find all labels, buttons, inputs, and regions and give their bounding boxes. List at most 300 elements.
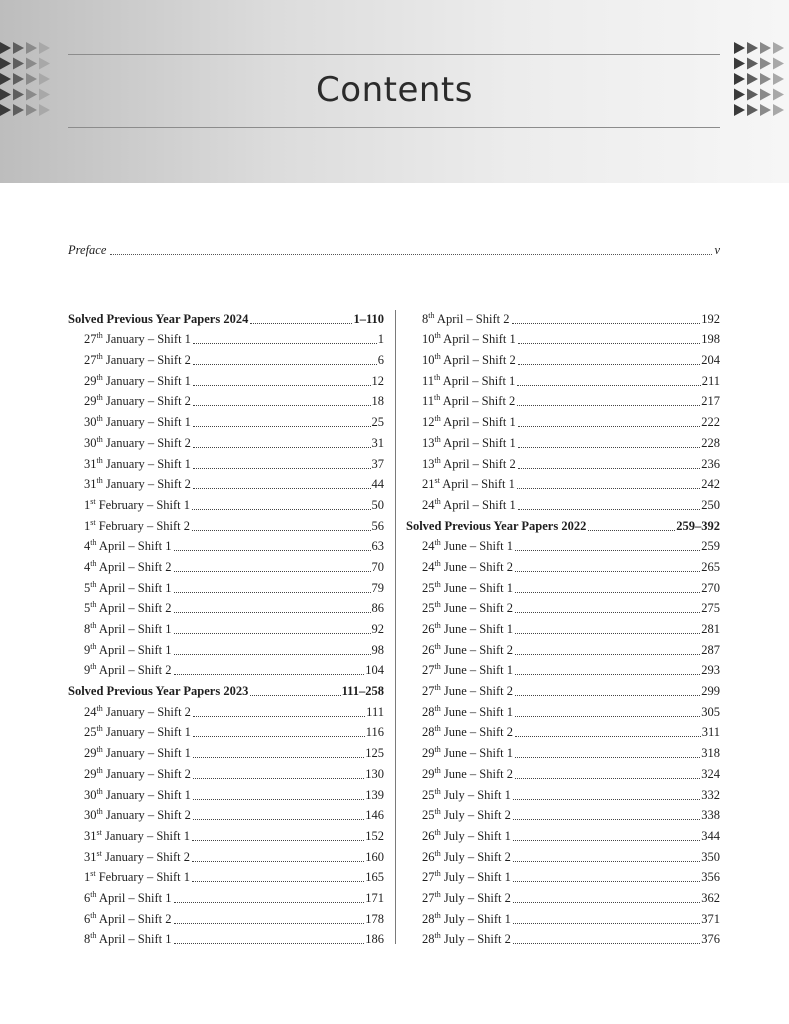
toc-entry-title: January – Shift 2: [102, 808, 191, 823]
dot-leader: [174, 571, 371, 572]
dot-leader: [192, 509, 370, 510]
toc-page-number: 287: [701, 642, 720, 657]
toc-entry-day-suffix: th: [96, 786, 103, 796]
toc-entry-title: July – Shift 1: [440, 870, 511, 885]
toc-entry-title: April – Shift 1: [96, 622, 172, 636]
toc-page-number: 104: [365, 663, 384, 678]
toc-entry[interactable]: [68, 720, 384, 741]
toc-page-number: 111: [366, 704, 384, 719]
toc-entry-label: [422, 353, 516, 368]
toc-entry-label: [422, 394, 515, 409]
toc-entry[interactable]: [68, 575, 384, 596]
toc-entry-label: [84, 746, 191, 761]
dot-leader: [193, 736, 365, 737]
toc-page-number: 152: [365, 828, 384, 843]
toc-entry-day-suffix: th: [434, 807, 441, 817]
toc-entry[interactable]: [406, 803, 720, 824]
dot-leader: [513, 861, 700, 862]
toc-entry-day-suffix: th: [90, 931, 97, 941]
toc-entry-day: 10: [422, 353, 435, 368]
dot-leader: [515, 550, 700, 551]
toc-entry-title: June – Shift 1: [440, 746, 513, 761]
toc-entry-day: 31: [84, 456, 97, 471]
toc-entry-day-suffix: th: [434, 724, 441, 734]
dot-leader: [513, 799, 700, 800]
toc-entry-label: [84, 498, 190, 513]
toc-entry-day-suffix: th: [434, 579, 441, 589]
dot-leader: [193, 757, 364, 758]
toc-entry-label: [84, 912, 172, 927]
toc-entry-day: 26: [422, 642, 435, 657]
toc-left-column: [68, 306, 384, 947]
toc-entry[interactable]: [68, 389, 384, 410]
toc-entry-day: 27: [422, 684, 435, 699]
toc-entry-day: 8: [84, 932, 91, 947]
dot-leader: [174, 923, 365, 924]
toc-entry[interactable]: [68, 927, 384, 948]
toc-entry-day: 27: [84, 353, 97, 368]
toc-entry-title: June – Shift 1: [440, 704, 513, 719]
toc-entry-title: April – Shift 1: [96, 580, 172, 595]
toc-page-number: 25: [371, 415, 384, 430]
toc-entry-title: April – Shift 1: [96, 539, 172, 554]
toc-entry-day: 6: [84, 890, 91, 905]
dot-leader: [518, 447, 701, 448]
toc-entry-label: [84, 932, 172, 947]
toc-entry-title: April – Shift 2: [440, 353, 516, 368]
toc-entry-day-suffix: th: [90, 621, 97, 630]
triangle-icon: [760, 42, 771, 54]
preface-entry[interactable]: [68, 242, 720, 258]
toc-entry-day-suffix: th: [434, 414, 441, 424]
toc-page-number: 275: [701, 601, 720, 616]
toc-entry-label: [84, 415, 191, 430]
dot-leader: [515, 695, 700, 696]
toc-entry-title: January – Shift 1: [102, 746, 191, 761]
toc-entry[interactable]: [406, 492, 720, 513]
toc-entry[interactable]: [406, 409, 720, 430]
triangle-icon: [773, 42, 784, 54]
toc-entry-day-suffix: th: [434, 910, 441, 920]
toc-entry-day: 25: [422, 787, 435, 802]
toc-entry[interactable]: [406, 906, 720, 927]
toc-entry-label: [422, 539, 513, 554]
toc-entry[interactable]: [406, 658, 720, 679]
toc-entry-label: [84, 622, 172, 637]
toc-entry[interactable]: [68, 347, 384, 368]
dot-leader: [174, 943, 365, 944]
header-rule-top: [68, 54, 720, 55]
toc-entry-day-suffix: th: [434, 641, 441, 651]
toc-entry-title: April – Shift 1: [440, 332, 516, 347]
toc-page-number: 50: [371, 497, 384, 512]
toc-entry[interactable]: [406, 616, 720, 637]
toc-entry-label: [422, 560, 513, 575]
toc-entry-title: January – Shift 2: [101, 849, 191, 864]
dot-leader: [513, 923, 700, 924]
dot-leader: [193, 385, 371, 386]
toc-entry-label: [84, 829, 190, 844]
toc-entry[interactable]: [68, 782, 384, 803]
toc-entry-day-suffix: th: [96, 724, 103, 734]
toc-entry-day-suffix: th: [434, 600, 441, 610]
toc-entry[interactable]: [68, 616, 384, 637]
toc-entry[interactable]: [68, 513, 384, 534]
toc-entry[interactable]: [68, 823, 384, 844]
toc-entry[interactable]: [406, 885, 720, 906]
toc-entry-day-suffix: st: [96, 827, 102, 837]
toc-entry-day: 28: [422, 932, 435, 947]
toc-page-number: 236: [701, 456, 720, 471]
toc-entry-label: [84, 850, 190, 865]
toc-entry-day: 12: [422, 415, 435, 430]
toc-entry-day-suffix: th: [96, 807, 103, 817]
toc-entry-label: [422, 912, 511, 927]
toc-page-number: 186: [365, 932, 384, 947]
toc-entry-title: January – Shift 2: [102, 704, 191, 719]
toc-entry-title: June – Shift 2: [440, 601, 513, 616]
toc-entry-day-suffix: th: [434, 393, 441, 403]
toc-entry[interactable]: [406, 678, 720, 699]
dot-leader: [193, 799, 364, 800]
toc-entry-title: April – Shift 1: [439, 477, 515, 492]
toc-entry[interactable]: [406, 306, 720, 327]
toc-entry[interactable]: [68, 658, 384, 679]
toc-entry-day: 30: [84, 435, 97, 450]
toc-entry-day: 8: [422, 311, 429, 326]
toc-entry[interactable]: [406, 596, 720, 617]
toc-entry-day: 9: [84, 642, 91, 657]
toc-entry-label: Solved Previous Year Papers 2024: [68, 311, 249, 326]
toc-entry[interactable]: [68, 699, 384, 720]
dot-leader: [513, 819, 700, 820]
toc-entry[interactable]: [406, 740, 720, 761]
toc-entry[interactable]: [406, 451, 720, 472]
toc-entry-title: February – Shift 2: [95, 518, 191, 533]
preface-label: Preface: [68, 243, 107, 257]
dot-leader: [513, 943, 700, 944]
toc-page-number: 12: [371, 373, 384, 388]
toc-entry[interactable]: [406, 554, 720, 575]
toc-entry-day: 30: [84, 808, 97, 823]
toc-entry-day: 27: [84, 332, 97, 347]
toc-page-number: 6: [377, 353, 384, 368]
toc-entry-title: June – Shift 2: [440, 725, 513, 740]
toc-entry-title: January – Shift 1: [102, 415, 191, 430]
toc-entry-label: [422, 601, 513, 616]
dot-leader: [515, 757, 700, 758]
toc-entry-day: 24: [422, 497, 435, 512]
toc-entry-day-suffix: th: [434, 455, 441, 465]
toc-page-number: 259–392: [676, 518, 720, 533]
toc-entry-day-suffix: th: [434, 496, 441, 506]
triangle-icon: [760, 58, 771, 70]
dot-leader: [174, 674, 365, 675]
toc-entry[interactable]: [68, 885, 384, 906]
toc-entry-day: 29: [84, 373, 97, 388]
toc-entry-label: Solved Previous Year Papers 2023: [68, 684, 249, 699]
page-title: Contents: [316, 70, 473, 110]
preface-page: v: [714, 243, 720, 257]
toc-entry[interactable]: [68, 803, 384, 824]
toc-entry-day-suffix: st: [90, 496, 96, 506]
toc-entry[interactable]: [406, 389, 720, 410]
toc-entry[interactable]: [68, 554, 384, 575]
toc-entry-title: April – Shift 1: [440, 373, 516, 388]
toc-entry-title: June – Shift 1: [440, 580, 513, 595]
toc-entry-day: 29: [422, 746, 435, 761]
toc-page-number: 356: [701, 870, 720, 885]
toc-entry-day-suffix: th: [96, 352, 103, 362]
toc-entry-label: [422, 581, 513, 596]
dot-leader: [193, 405, 371, 406]
toc-page-number: 250: [701, 497, 720, 512]
toc-entry[interactable]: [406, 823, 720, 844]
toc-entry-label: [84, 891, 172, 906]
toc-entry-day-suffix: th: [434, 869, 441, 879]
toc-entry[interactable]: [406, 844, 720, 865]
dot-leader: [515, 654, 700, 655]
toc-entry-label: [422, 332, 516, 347]
dot-leader: [518, 468, 701, 469]
toc-entry-day-suffix: th: [434, 558, 441, 568]
toc-entry-day-suffix: th: [434, 786, 441, 796]
toc-entry-day: 1: [84, 870, 91, 885]
header-banner: [0, 0, 789, 183]
dot-leader: [515, 571, 700, 572]
toc-page-number: 318: [701, 746, 720, 761]
toc-entry[interactable]: [68, 327, 384, 348]
toc-section-heading[interactable]: [68, 306, 384, 327]
dot-leader: [513, 881, 700, 882]
toc-entry-day: 25: [422, 601, 435, 616]
toc-entry-title: January – Shift 2: [102, 766, 191, 781]
toc-entry-label: [422, 663, 513, 678]
toc-entry[interactable]: [406, 761, 720, 782]
toc-entry-label: [422, 746, 513, 761]
toc-entry-title: July – Shift 2: [440, 808, 511, 823]
toc-page-number: 160: [365, 849, 384, 864]
toc-entry-title: April – Shift 2: [96, 663, 172, 678]
toc-entry-label: [84, 332, 191, 347]
toc-entry[interactable]: [406, 347, 720, 368]
toc-entry-title: June – Shift 2: [440, 559, 513, 574]
toc-page-number: 18: [371, 394, 384, 409]
toc-entry-title: April – Shift 2: [96, 559, 172, 574]
toc-page-number: 311: [701, 725, 720, 740]
toc-entry-day: 5: [84, 601, 91, 616]
toc-entry-title: January – Shift 1: [102, 332, 191, 347]
toc-entry[interactable]: [68, 472, 384, 493]
toc-entry-label: [84, 581, 172, 596]
toc-entry[interactable]: [68, 740, 384, 761]
toc-entry[interactable]: [68, 430, 384, 451]
dot-leader: [512, 323, 701, 324]
toc-section-heading[interactable]: [68, 678, 384, 699]
toc-page-number: 217: [701, 394, 720, 409]
dot-leader: [515, 674, 700, 675]
toc-entry-day-suffix: st: [90, 869, 96, 879]
toc-entry-label: [422, 870, 511, 885]
toc-entry-day-suffix: th: [96, 331, 103, 341]
toc-entry-label: [84, 643, 172, 658]
toc-entry[interactable]: [68, 368, 384, 389]
dot-leader: [174, 654, 371, 655]
toc-entry[interactable]: [406, 430, 720, 451]
toc-page-number: 265: [701, 559, 720, 574]
toc-entry-title: January – Shift 1: [101, 828, 191, 843]
toc-entry-day: 24: [84, 704, 97, 719]
dot-leader: [193, 716, 365, 717]
toc-entry-label: [84, 457, 191, 472]
toc-entry-day-suffix: th: [434, 703, 441, 713]
dot-leader: [517, 385, 700, 386]
toc-entry-label: [422, 932, 511, 947]
toc-entry-title: April – Shift 2: [96, 601, 172, 616]
toc-entry-label: [84, 788, 191, 803]
toc-entry-day: 29: [84, 746, 97, 761]
toc-entry-title: April – Shift 2: [434, 311, 510, 326]
toc-entry[interactable]: [406, 699, 720, 720]
toc-entry-title: April – Shift 1: [96, 890, 172, 905]
toc-entry-title: April – Shift 1: [440, 435, 516, 450]
toc-page-number: 92: [371, 622, 384, 636]
toc-entry[interactable]: [68, 637, 384, 658]
toc-entry-label: [84, 394, 191, 409]
toc-entry-day: 27: [422, 663, 435, 678]
dot-leader: [174, 902, 365, 903]
toc-entry-title: April – Shift 1: [96, 642, 172, 657]
toc-page-number: 259: [701, 539, 720, 554]
dot-leader: [518, 343, 701, 344]
toc-section-heading[interactable]: [406, 513, 720, 534]
toc-entry-day: 11: [422, 394, 435, 409]
toc-page-number: 1: [377, 332, 384, 347]
toc-entry[interactable]: [406, 327, 720, 348]
toc-entry-day: 29: [84, 766, 97, 781]
toc-entry-day-suffix: th: [434, 331, 441, 341]
toc-entry-title: January – Shift 1: [102, 456, 191, 471]
toc-entry[interactable]: [68, 906, 384, 927]
toc-entry[interactable]: [406, 575, 720, 596]
toc-entry-label: [422, 498, 516, 513]
dot-leader: [517, 405, 700, 406]
toc-entry-day: 26: [422, 828, 435, 843]
toc-entry-day: 31: [84, 828, 97, 843]
toc-entry-title: January – Shift 2: [102, 353, 191, 368]
toc-entry-title: February – Shift 1: [95, 497, 191, 512]
toc-entry-label: [422, 788, 511, 803]
toc-entry[interactable]: [68, 865, 384, 886]
toc-entry[interactable]: [406, 720, 720, 741]
dot-leader: [193, 488, 371, 489]
dot-leader: [517, 488, 700, 489]
dot-leader: [518, 509, 701, 510]
toc-entry-label: [422, 622, 513, 637]
triangle-icon: [773, 58, 784, 70]
toc-entry-title: January – Shift 1: [102, 373, 191, 388]
toc-entry[interactable]: [406, 782, 720, 803]
toc-entry[interactable]: [68, 534, 384, 555]
toc-entry-label: [422, 891, 511, 906]
toc-entry[interactable]: [68, 761, 384, 782]
toc-entry-label: [84, 870, 190, 885]
toc-entry-day-suffix: th: [434, 683, 441, 693]
toc-entry-day: 31: [84, 849, 97, 864]
dot-leader: [515, 716, 700, 717]
toc-page-number: 192: [701, 311, 720, 326]
toc-page-number: 86: [371, 601, 384, 616]
toc-entry[interactable]: [406, 865, 720, 886]
toc-entry-label: [84, 519, 190, 534]
toc-entry[interactable]: [68, 492, 384, 513]
toc-entry[interactable]: [68, 451, 384, 472]
toc-entry-label: [422, 767, 513, 782]
column-divider: [395, 310, 396, 944]
toc-page-number: 165: [365, 870, 384, 885]
dot-leader: [518, 364, 701, 365]
dot-leader: [515, 612, 700, 613]
dot-leader: [513, 840, 700, 841]
toc-entry[interactable]: [68, 596, 384, 617]
dot-leader: [193, 819, 364, 820]
toc-entry[interactable]: [68, 844, 384, 865]
toc-page-number: 44: [371, 477, 384, 492]
toc-page-number: 332: [701, 787, 720, 802]
toc-entry-label: [422, 829, 511, 844]
toc-entry-day-suffix: th: [428, 310, 435, 320]
toc-entry-day-suffix: th: [434, 352, 441, 362]
toc-page-number: 37: [371, 456, 384, 471]
toc-entry[interactable]: [406, 368, 720, 389]
toc-entry-label: [84, 436, 191, 451]
toc-page-number: 56: [371, 518, 384, 533]
toc-entry-day: 24: [422, 559, 435, 574]
dot-leader: [515, 633, 700, 634]
toc-entry[interactable]: [68, 409, 384, 430]
dot-leader: [588, 530, 675, 531]
triangle-icon: [747, 58, 758, 70]
toc-entry-day-suffix: th: [90, 558, 97, 568]
toc-page-number: 171: [365, 890, 384, 905]
toc-entry-day: 4: [84, 559, 91, 574]
toc-entry-day-suffix: th: [96, 476, 103, 486]
toc-entry[interactable]: [406, 472, 720, 493]
toc-entry-title: July – Shift 1: [440, 911, 511, 926]
toc-entry-title: January – Shift 2: [102, 477, 191, 492]
toc-entry-day: 26: [422, 849, 435, 864]
toc-entry-day-suffix: th: [96, 414, 103, 424]
toc-entry[interactable]: [406, 927, 720, 948]
toc-page-number: 1–110: [353, 311, 384, 326]
toc-entry[interactable]: [406, 637, 720, 658]
toc-entry-label: [84, 601, 172, 616]
toc-entry-title: January – Shift 2: [102, 435, 191, 450]
toc-entry-day: 27: [422, 870, 435, 885]
toc-entry-day: 30: [84, 415, 97, 430]
toc-entry-label: [422, 415, 516, 430]
toc-page-number: 178: [365, 911, 384, 926]
toc-entry-day-suffix: th: [434, 538, 441, 548]
toc-entry-day: 21: [422, 477, 435, 492]
toc-entry-day-suffix: th: [434, 662, 441, 672]
toc-entry-day-suffix: st: [434, 476, 440, 486]
toc-entry-label: [84, 560, 172, 575]
toc-entry-title: April – Shift 1: [440, 497, 516, 512]
toc-entry[interactable]: [406, 534, 720, 555]
triangle-icon: [39, 42, 50, 54]
toc-entry-title: July – Shift 2: [440, 932, 511, 947]
